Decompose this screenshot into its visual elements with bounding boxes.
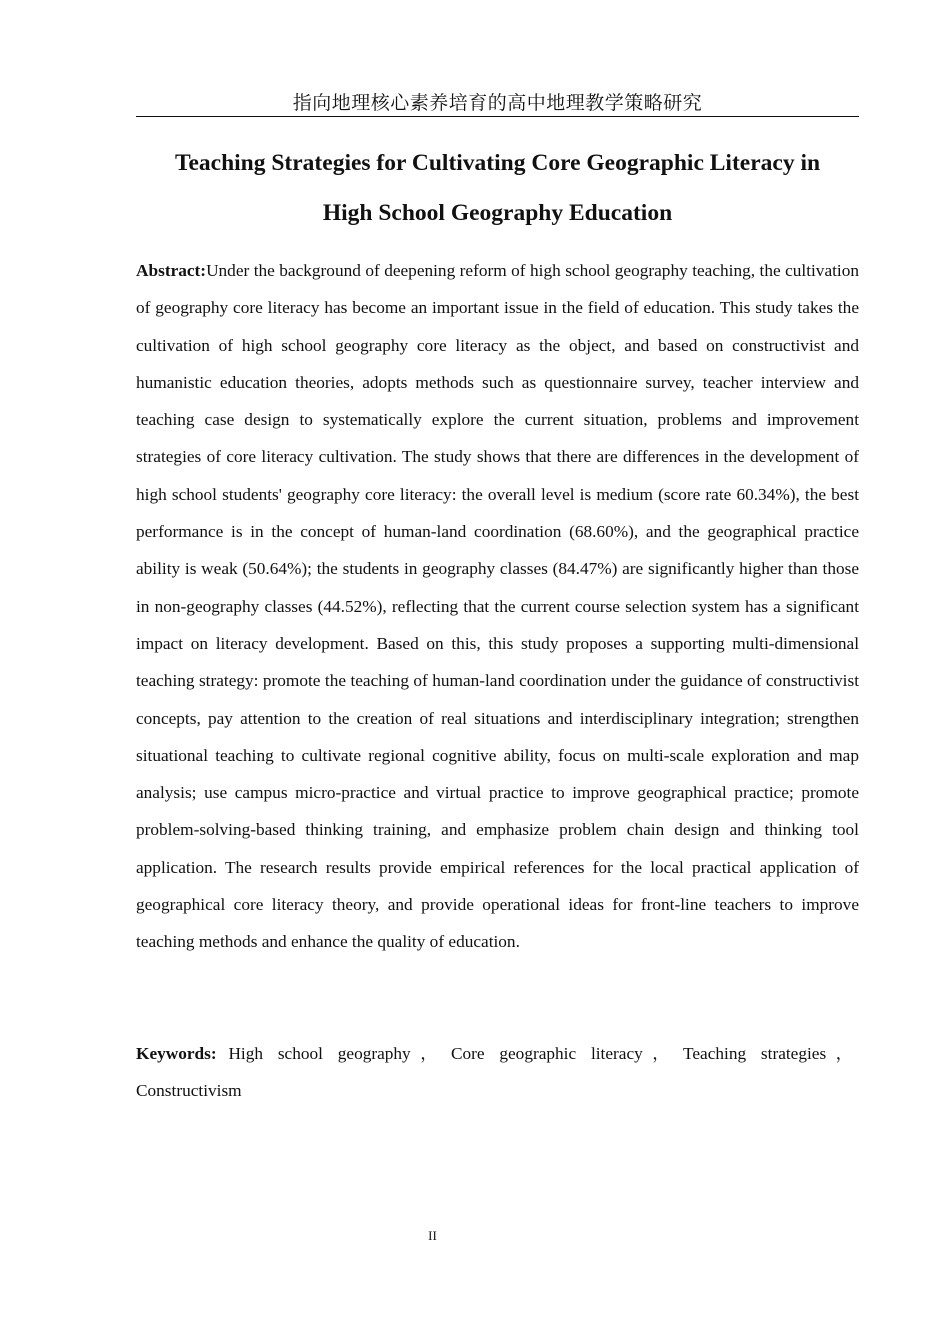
abstract-label: Abstract: bbox=[136, 261, 207, 280]
paper-title-line-1: Teaching Strategies for Cultivating Core Geographic Literacy in bbox=[174, 150, 821, 176]
paper-title bbox=[136, 138, 859, 238]
page-number: II bbox=[428, 1228, 437, 1243]
keyword-item: Core geographic literacy bbox=[450, 1044, 643, 1063]
running-header-title: 指向地理核心素养培育的高中地理教学策略研究 bbox=[292, 92, 703, 114]
keyword-separator: ， bbox=[644, 1044, 678, 1063]
keyword-item: High school geography bbox=[228, 1044, 411, 1063]
running-header bbox=[136, 92, 859, 117]
keywords-paragraph bbox=[136, 1035, 859, 1109]
keywords-label: Keywords: bbox=[136, 1044, 217, 1063]
abstract-text: Under the background of deepening reform of high school geography teaching, the cultivation of geography core literacy has become an important issue in the field of education. This study takes the cultivation of high school geography core literacy as the object, and based on constructivist and humanistic education theories, adopts methods such as questionnaire survey, teacher interview and teaching case design to systematically explore the current situation, problems and improvement strategies of core literacy cultivation. The study shows that there are differences in the development of high school students' geography core literacy: the overall level is medium (score rate 60.34%), the best performance is in the concept of human-land coordination (68.60%), and the geographical practice ability is weak (50.64%); the students in geography classes (84.47%) are significantly higher than those in non-geography classes (44.52%), reflecting that the current course selection system has a significant impact on literacy development. Based on this, this study proposes a supporting multi-dimensional teaching strategy: promote the teaching of human-land coordination under the guidance of constructivist concepts, pay attention to the creation of real situations and interdisciplinary integration; strengthen situational teaching to cultivate regional cognitive ability, focus on multi-scale exploration and map analysis; use campus micro-practice and virtual practice to improve geographical practice; promote problem-solving-based thinking training, and emphasize problem chain design and thinking tool application. The research results provide empirical references for the local practical application of geographical core literacy theory, and provide operational ideas for front-line teachers to improve teaching methods and enhance the quality of education. bbox=[136, 261, 859, 952]
keyword-separator: ， bbox=[828, 1044, 853, 1063]
keyword-item: Teaching strategies bbox=[683, 1044, 827, 1063]
keyword-item: Constructivism bbox=[136, 1081, 242, 1100]
abstract-paragraph bbox=[136, 252, 859, 961]
keyword-separator: ， bbox=[412, 1044, 445, 1063]
paper-title-line-2: High School Geography Education bbox=[322, 200, 673, 226]
